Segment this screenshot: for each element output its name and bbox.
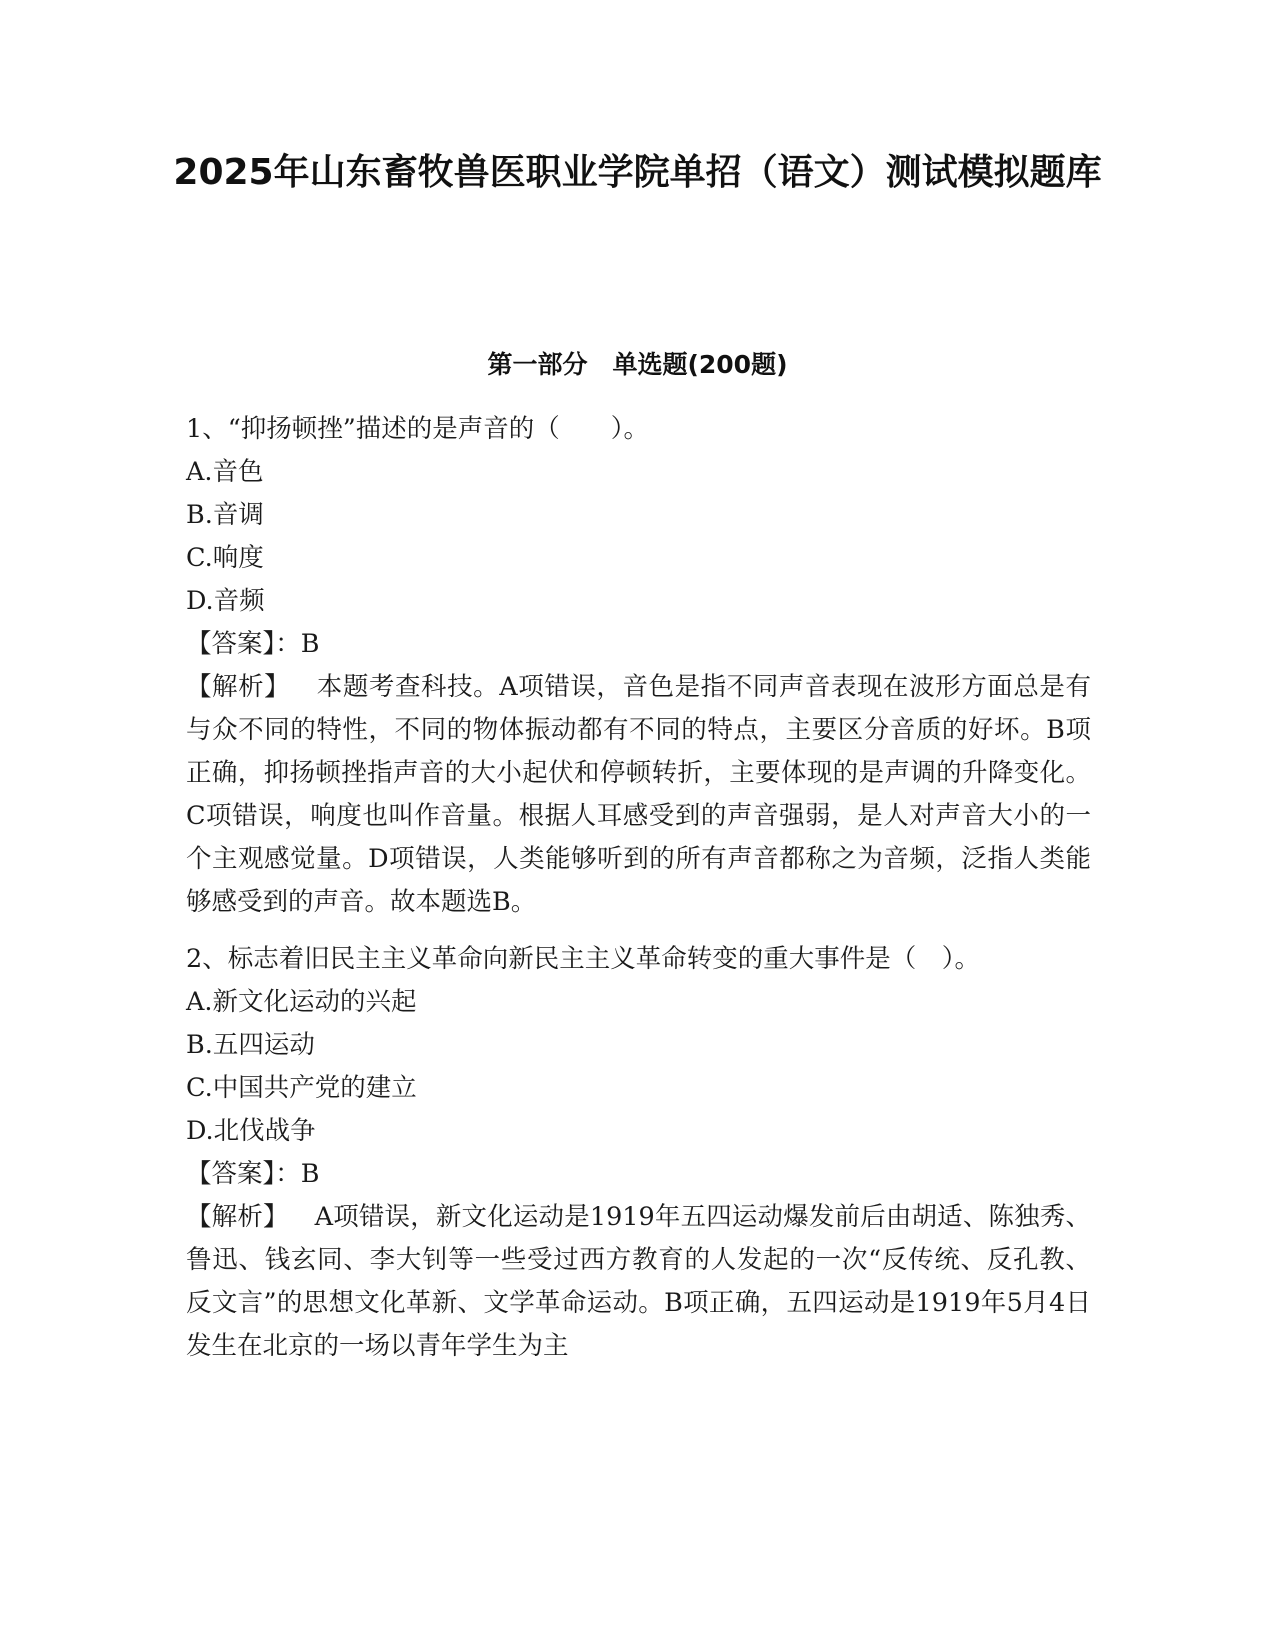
option-a: A.新文化运动的兴起 [186,987,417,1017]
answer-value: B [300,1159,320,1189]
section-title: 第一部分 单选题(200题) [487,350,788,379]
option-d: D.音频 [186,586,265,616]
answer-row [186,623,1091,666]
option-c: C.中国共产党的建立 [186,1073,417,1103]
analysis-row [186,666,1091,924]
answer-row [186,1153,1091,1196]
question-list [186,408,1091,1382]
option-d: D.北伐战争 [186,1116,316,1146]
analysis-label: 【解析】 [186,672,291,702]
answer-label: 【答案】： [186,1159,301,1189]
option-c: C.响度 [186,543,264,573]
analysis-label: 【解析】 [186,1202,289,1232]
question-item-1 [186,408,1091,924]
analysis-row [186,1196,1091,1368]
answer-label: 【答案】： [186,629,301,659]
analysis-text: A项错误，新文化运动是1919年五四运动爆发前后由胡适、陈独秀、鲁迅、钱玄同、李大钊等一些受过西方教育的人发起的一次“反传统、反孔教、反文言”的思想文化革新、文学革命运动。B项正确，五四运动是1919年5月4日发生在北京的一场以青年学生为主 [186,1202,1091,1361]
question-stem: 1、“抑扬顿挫”描述的是声音的（ ）。 [186,414,650,444]
option-b: B.音调 [186,500,264,530]
option-a: A.音色 [186,457,264,487]
question-item-2 [186,938,1091,1368]
answer-value: B [300,629,320,659]
option-b: B.五四运动 [186,1030,315,1060]
document-title: 2025年山东畜牧兽医职业学院单招（语文）测试模拟题库 [173,152,1102,193]
analysis-text: 本题考查科技。A项错误，音色是指不同声音表现在波形方面总是有与众不同的特性，不同的物体振动都有不同的特点，主要区分音质的好坏。B项正确，抑扬顿挫指声音的大小起伏和停顿转折，主要体现的是声调的升降变化。C项错误，响度也叫作音量。根据人耳感受到的声音强弱，是人对声音大小的一个主观感觉量。D项错误，人类能够听到的所有声音都称之为音频，泛指人类能够感受到的声音。故本题选B。 [186,672,1091,917]
question-stem: 2、标志着旧民主主义革命向新民主主义革命转变的重大事件是（ ）。 [186,944,980,974]
